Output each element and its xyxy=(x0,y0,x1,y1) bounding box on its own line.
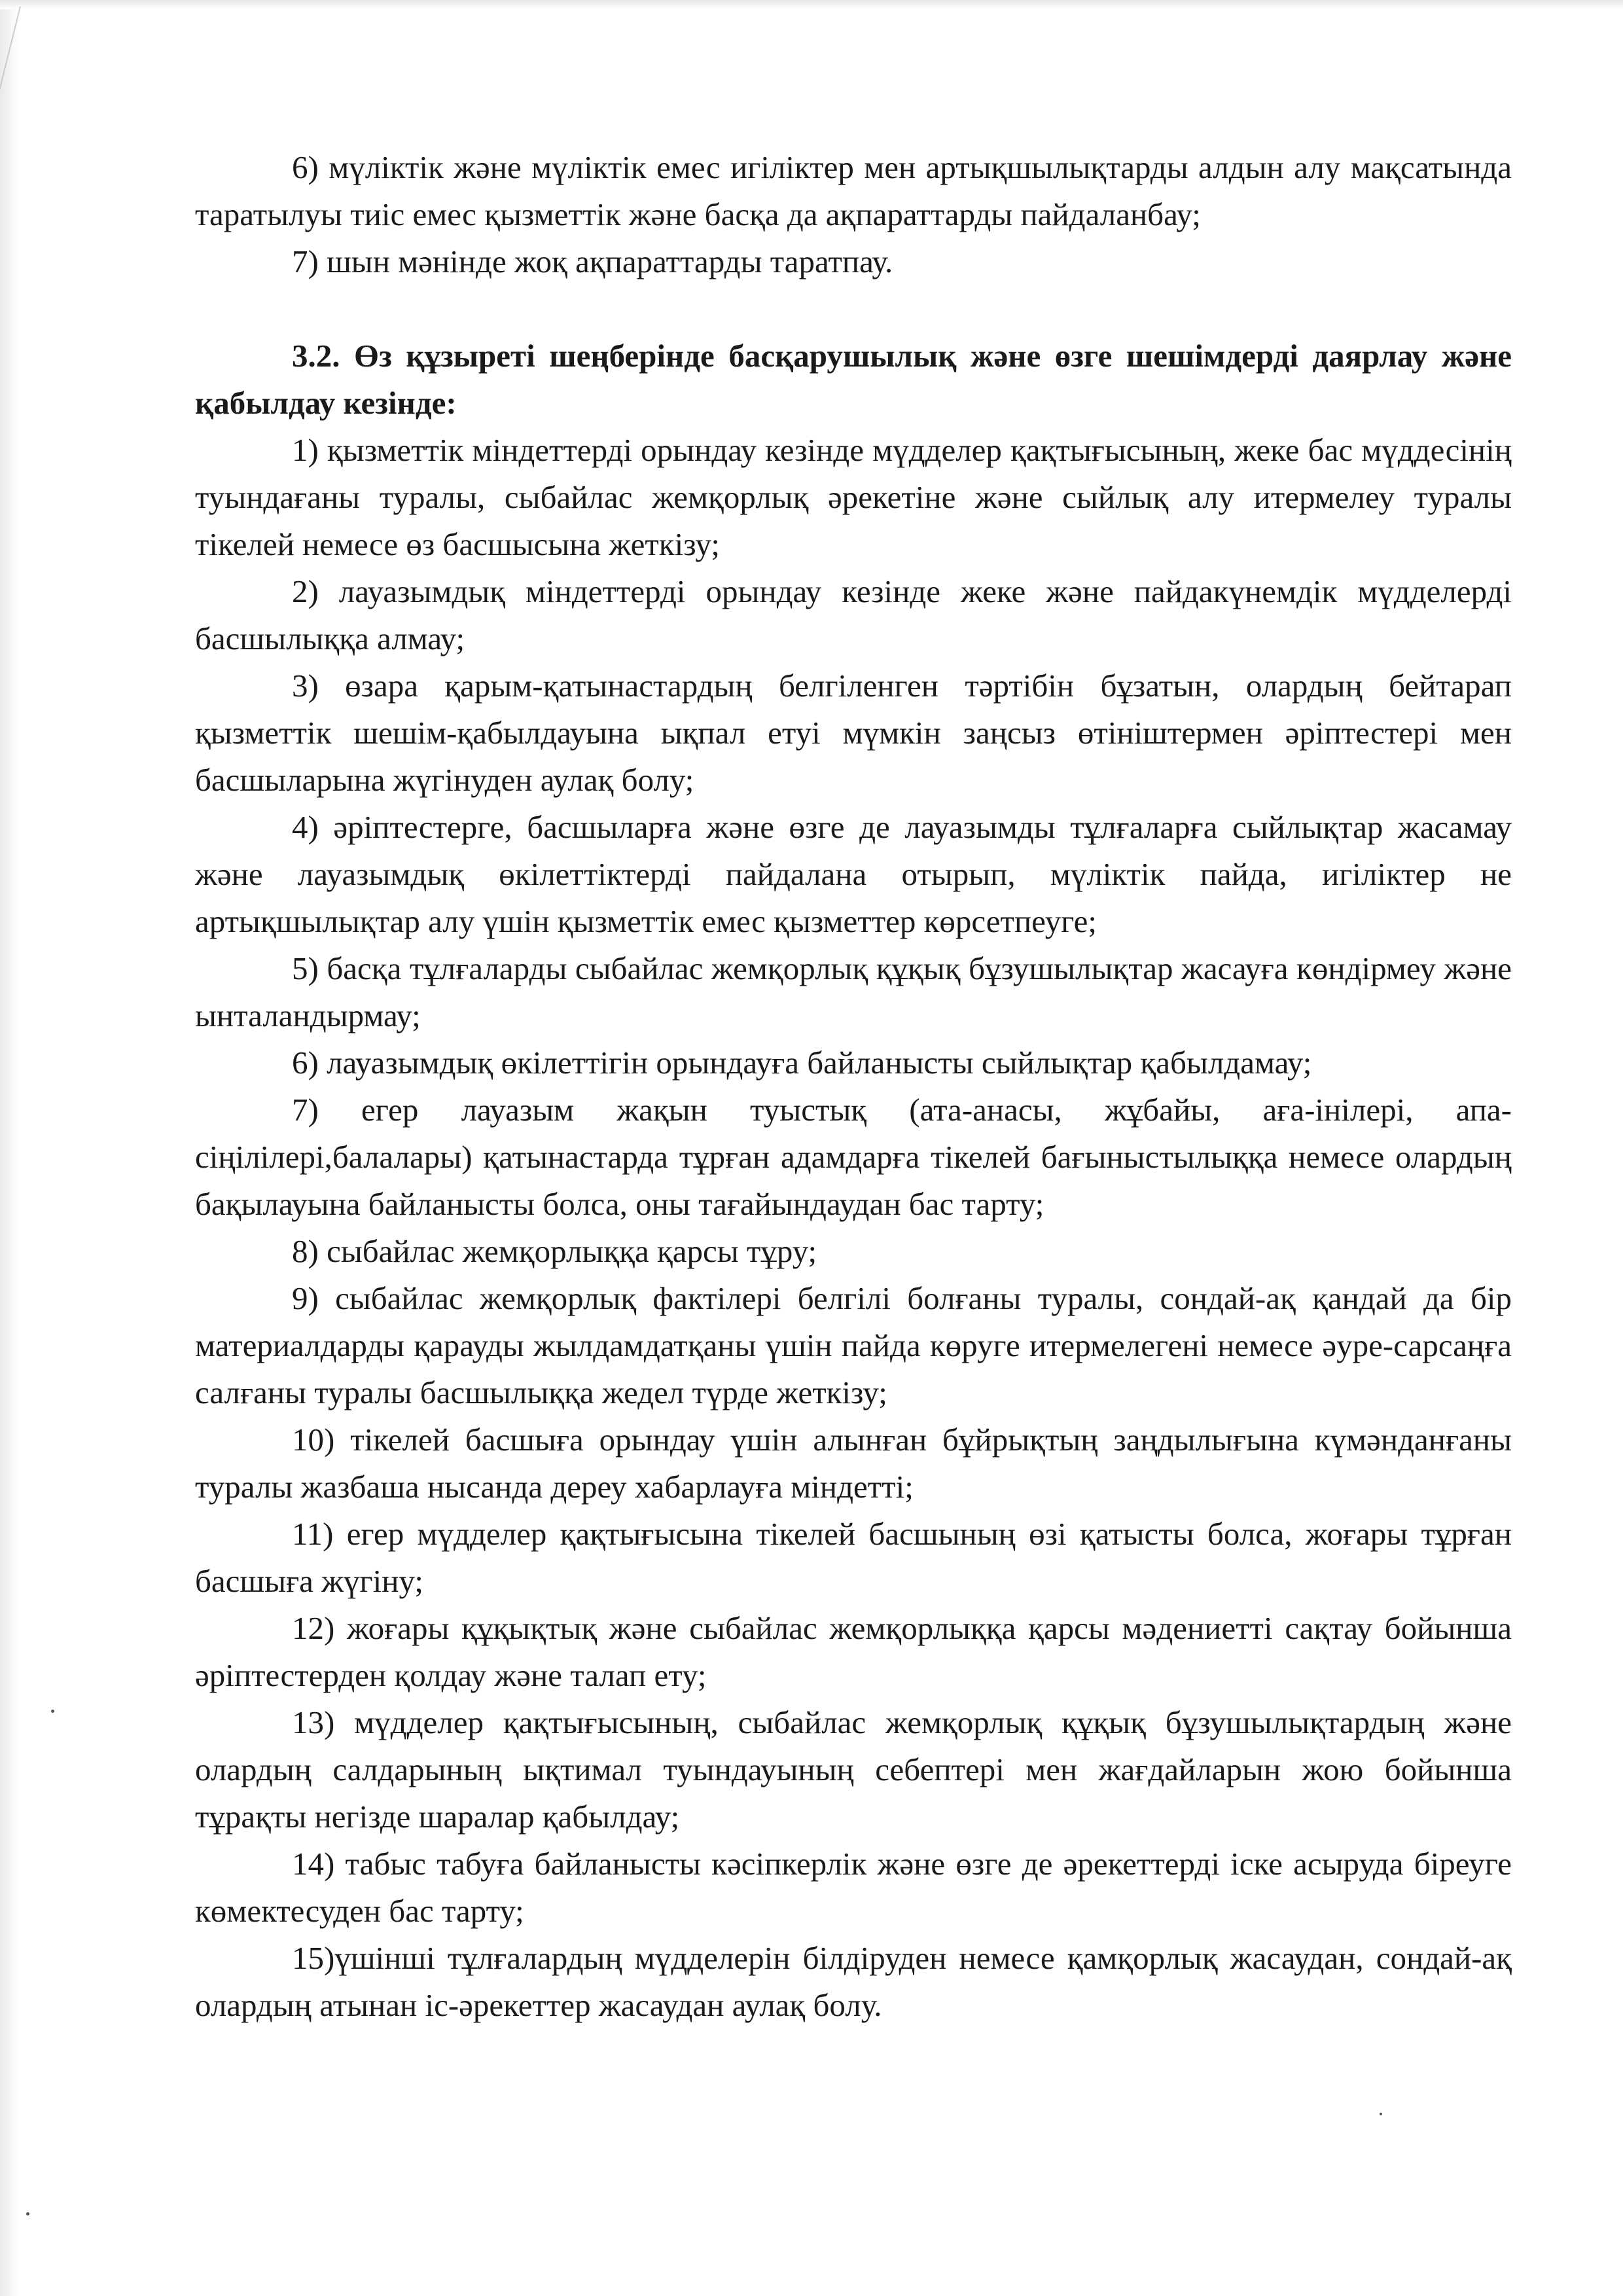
list-item: 13) мүдделер қақтығысының, сыбайлас жемқорлық құқық бұзушылықтардың және олардың салдарының ықтимал туындауының себептері мен жағдайларын жою бойынша тұрақты негізде шаралар қабылдау; xyxy=(195,1704,1512,1835)
list-item: 12) жоғары құқықтық және сыбайлас жемқорлыққа қарсы мәдениетті сақтау бойынша әріптестерден қолдау және талап ету; xyxy=(195,1610,1512,1693)
list-item: 11) егер мүдделер қақтығысына тікелей басшының өзі қатысты болса, жоғары тұрған басшыға жүгіну; xyxy=(195,1516,1512,1599)
list-item: 5) басқа тұлғаларды сыбайлас жемқорлық құқық бұзушылықтар жасауға көндірмеу және ынталандырмау; xyxy=(195,950,1512,1033)
scan-speck xyxy=(51,1710,54,1713)
section-heading: 3.2. Өз құзыреті шеңберінде басқарушылық және өзге шешімдерді даярлау және қабылдау кезінде: xyxy=(195,338,1512,421)
list-item: 2) лауазымдық міндеттерді орындау кезінде жеке және пайдакүнемдік мүдделерді басшылыққа алмау; xyxy=(195,573,1512,656)
paragraph: 6) мүліктік және мүліктік емес игіліктер мен артықшылықтарды алдын алу мақсатында таратылуы тиіс емес қызметтік және басқа да ақпараттарды пайдаланбау; xyxy=(195,149,1512,232)
scan-speck xyxy=(1380,2113,1382,2115)
scan-speck xyxy=(26,2212,29,2215)
paragraph: 7) шын мәнінде жоқ ақпараттарды таратпау. xyxy=(292,243,893,279)
scan-top-shadow xyxy=(0,0,1623,9)
page-fold-mark xyxy=(0,7,119,229)
list-item: 4) әріптестерге, басшыларға және өзге де лауазымды тұлғаларға сыйлықтар жасамау және лауазымдық өкілеттіктерді пайдалана отырып, мүліктік пайда, игіліктер не артықшылықтар алу үшін қызметтік емес қызметтер көрсетпеуге; xyxy=(195,809,1512,939)
list-item: 1) қызметтік міндеттерді орындау кезінде мүдделер қақтығысының, жеке бас мүддесінің туындағаны туралы, сыбайлас жемқорлық әрекетіне және сыйлық алу итермелеу туралы тікелей немесе өз басшысына жеткізу; xyxy=(195,432,1512,562)
list-item: 14) табыс табуға байланысты кәсіпкерлік және өзге де әрекеттерді іске асыруда біреуге көмектесуден бас тарту; xyxy=(195,1846,1512,1929)
list-item: 15)үшінші тұлғалардың мүдделерін білдіруден немесе қамқорлық жасаудан, сондай-ақ олардың атынан іс-әрекеттер жасаудан аулақ болу. xyxy=(195,1940,1512,2023)
list-item: 8) сыбайлас жемқорлыққа қарсы тұру; xyxy=(292,1233,817,1269)
list-item: 7) егер лауазым жақын туыстық (ата-анасы, жұбайы, аға-інілері, апа-сіңілілері,балалары) қатынастарда тұрған адамдарға тікелей бағыныстылыққа немесе олардың бақылауына байланысты болса, оны тағайындаудан бас тарту; xyxy=(195,1092,1512,1222)
scan-edge-shadow xyxy=(0,0,18,2296)
list-item: 3) өзара қарым-қатынастардың белгіленген тәртібін бұзатын, олардың бейтарап қызметтік шешім-қабылдауына ықпал етуі мүмкін заңсыз өтініштермен әріптестері мен басшыларына жүгінуден аулақ болу; xyxy=(195,668,1512,798)
list-item: 9) сыбайлас жемқорлық фактілері белгілі болғаны туралы, сондай-ақ қандай да бір материалдарды қарауды жылдамдатқаны үшін пайда көруге итермелегені немесе әуре-сарсаңға салғаны туралы басшылыққа жедел түрде жеткізу; xyxy=(195,1280,1512,1410)
list-item: 10) тікелей басшыға орындау үшін алынған бұйрықтың заңдылығына күмәнданғаны туралы жазбаша нысанда дереу хабарлауға міндетті; xyxy=(195,1422,1512,1505)
document-body xyxy=(195,144,1512,2029)
list-item: 6) лауазымдық өкілеттігін орындауға байланысты сыйлықтар қабылдамау; xyxy=(292,1045,1312,1081)
